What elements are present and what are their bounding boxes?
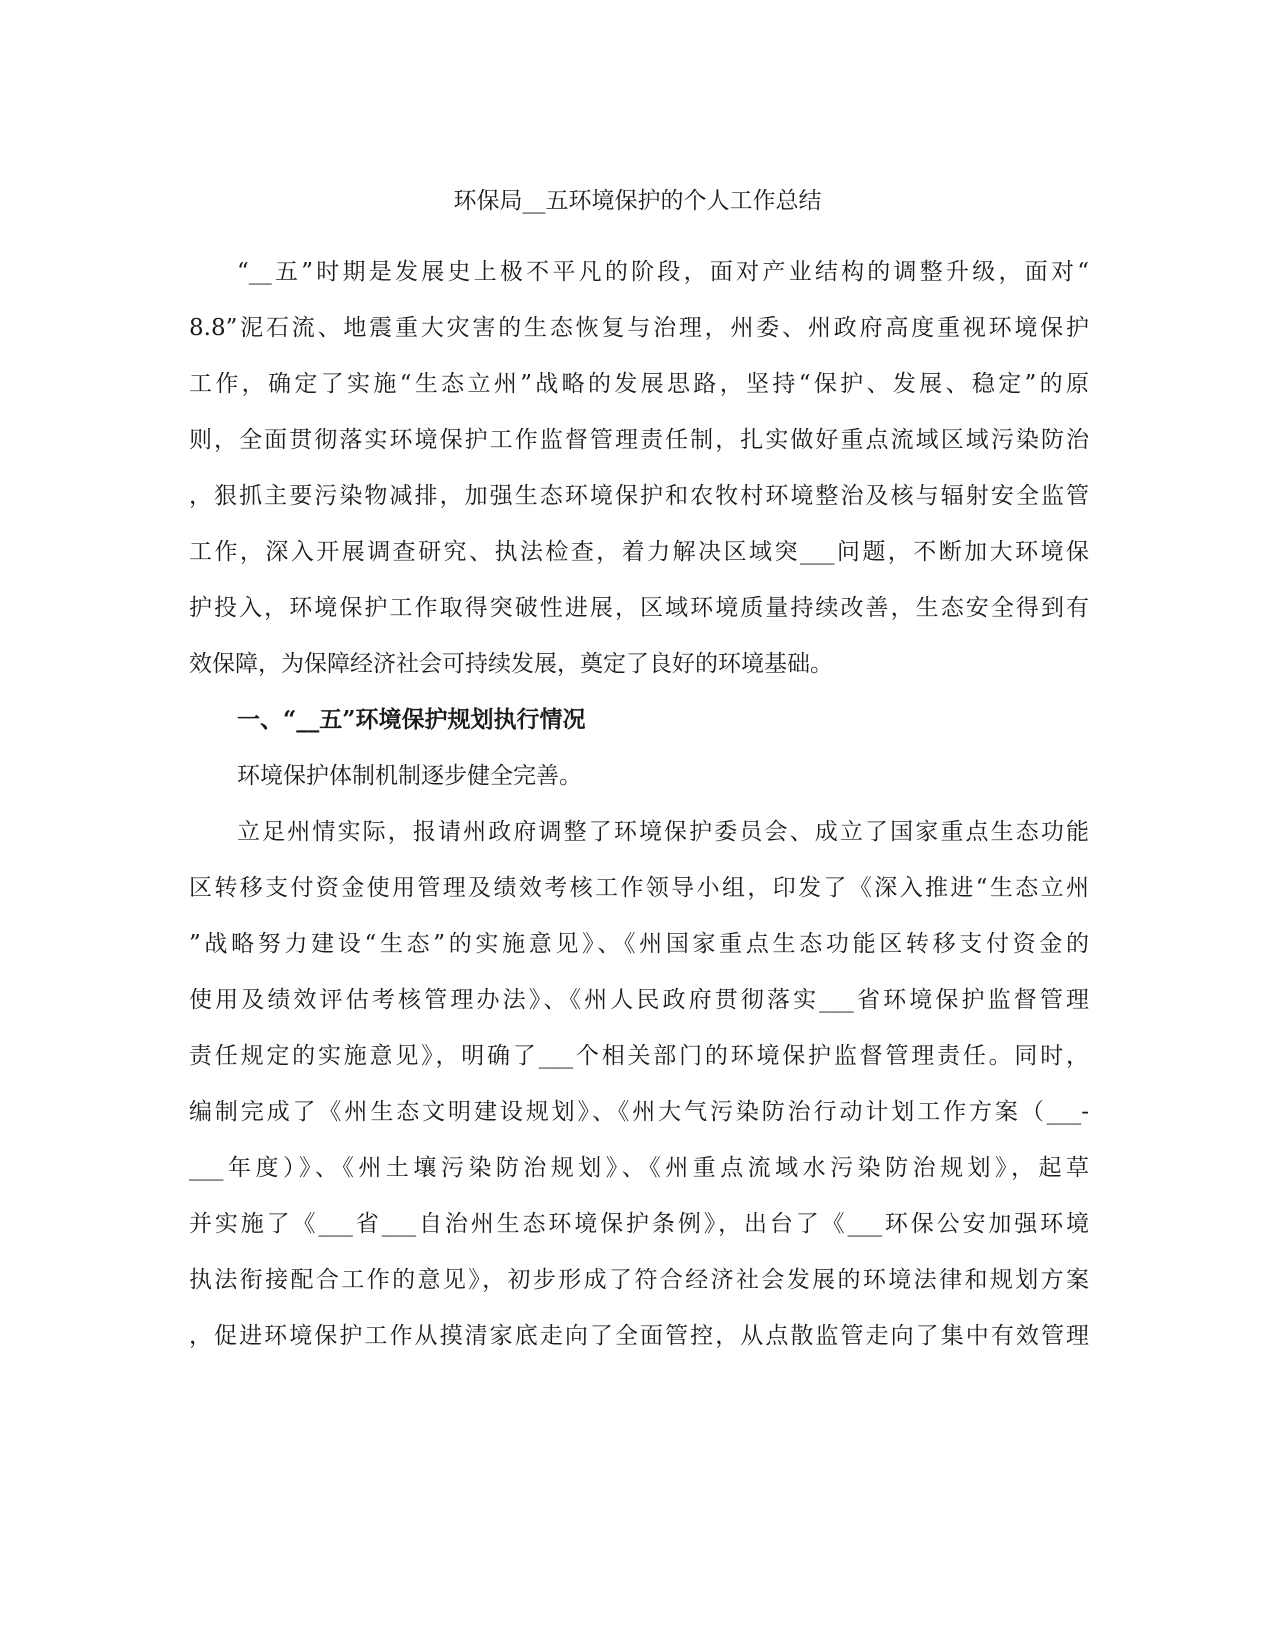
paragraph-line: 工作，确定了实施“生态立州”战略的发展思路，坚持“保护、发展、稳定”的原 [189,371,1089,397]
paragraph-line: 效保障，为保障经济社会可持续发展，奠定了良好的环境基础。 [189,651,833,677]
paragraph-line: 则，全面贯彻落实环境保护工作监督管理责任制，扎实做好重点流域区域污染防治 [189,427,1089,453]
paragraph-line: ，促进环境保护工作从摸清家底走向了全面管控，从点散监管走向了集中有效管理 [189,1323,1089,1349]
paragraph-line: 工作，深入开展调查研究、执法检查，着力解决区域突___问题，不断加大环境保 [189,539,1089,565]
document-title: 环保局__五环境保护的个人工作总结 [453,188,822,214]
paragraph-line: ，狠抓主要污染物减排，加强生态环境保护和农牧村环境整治及核与辐射安全监管 [189,483,1089,509]
section-heading: 一、“__五”环境保护规划执行情况 [237,706,586,733]
paragraph-line: 护投入，环境保护工作取得突破性进展，区域环境质量持续改善，生态安全得到有 [189,595,1089,621]
paragraph-line: 使用及绩效评估考核管理办法》、《州人民政府贯彻落实___省环境保护监督管理 [189,987,1089,1013]
paragraph-line: “__五”时期是发展史上极不平凡的阶段，面对产业结构的调整升级，面对“ [237,259,1089,285]
paragraph-line: 立足州情实际，报请州政府调整了环境保护委员会、成立了国家重点生态功能 [237,819,1089,845]
paragraph-line: ___年度）》、《州土壤污染防治规划》、《州重点流域水污染防治规划》，起草 [189,1155,1089,1181]
paragraph-line: 8.8”泥石流、地震重大灾害的生态恢复与治理，州委、州政府高度重视环境保护 [189,315,1089,341]
paragraph-line: 编制完成了《州生态文明建设规划》、《州大气污染防治行动计划工作方案（___- [189,1099,1089,1125]
paragraph-line: 并实施了《___省___自治州生态环境保护条例》，出台了《___环保公安加强环境 [189,1211,1089,1237]
paragraph-line: 区转移支付资金使用管理及绩效考核工作领导小组，印发了《深入推进“生态立州 [189,875,1089,901]
paragraph-line: 执法衔接配合工作的意见》，初步形成了符合经济社会发展的环境法律和规划方案 [189,1267,1089,1293]
paragraph-line: 责任规定的实施意见》，明确了___个相关部门的环境保护监督管理责任。同时， [189,1043,1089,1069]
paragraph-line: ”战略努力建设“生态”的实施意见》、《州国家重点生态功能区转移支付资金的 [189,931,1089,957]
subsection-line: 环境保护体制机制逐步健全完善。 [237,763,582,789]
